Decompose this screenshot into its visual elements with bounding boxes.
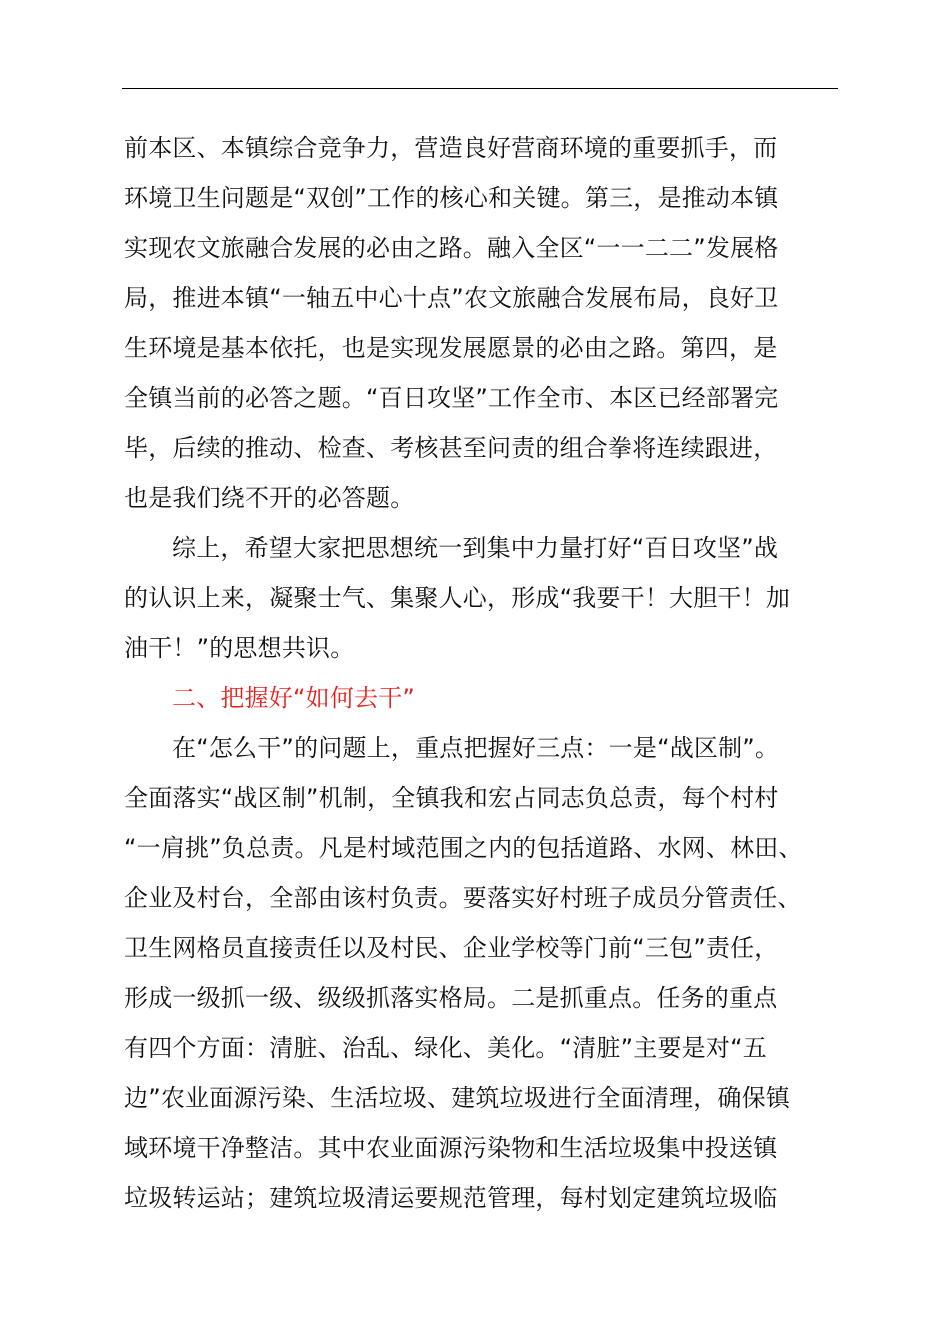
text-line: 环境卫生问题是“双创”工作的核心和关键。第三，是推动本镇 bbox=[124, 184, 779, 212]
text-line: 垃圾转运站；建筑垃圾清运要规范管理，每村划定建筑垃圾临 bbox=[124, 1184, 778, 1212]
text-line: 有四个方面：清脏、治乱、绿化、美化。“清脏”主要是对“五 bbox=[124, 1034, 767, 1062]
text-line: 形成一级抓一级、级级抓落实格局。二是抓重点。任务的重点 bbox=[124, 984, 778, 1012]
text-line: 前本区、本镇综合竞争力，营造良好营商环境的重要抓手，而 bbox=[124, 134, 778, 162]
text-line: 毕，后续的推动、检查、考核甚至问责的组合拳将连续跟进， bbox=[124, 434, 778, 462]
header-rule bbox=[122, 88, 838, 89]
text-line: 企业及村台，全部由该村负责。要落实好村班子成员分管责任、 bbox=[124, 884, 802, 912]
paragraph-start-line: 在“怎么干”的问题上，重点把握好三点：一是“战区制”。 bbox=[172, 734, 780, 762]
text-line: 域环境干净整洁。其中农业面源污染物和生活垃圾集中投送镇 bbox=[124, 1134, 778, 1162]
text-line: 的认识上来，凝聚士气、集聚人心，形成“我要干！大胆干！加 bbox=[124, 584, 791, 612]
section-heading: 二、把握好“如何去干” bbox=[172, 684, 416, 712]
text-line: 边”农业面源污染、生活垃圾、建筑垃圾进行全面清理，确保镇 bbox=[124, 1084, 791, 1112]
text-line: 全镇当前的必答之题。“百日攻坚”工作全市、本区已经部署完 bbox=[124, 384, 779, 412]
text-line: 卫生网格员直接责任以及村民、企业学校等门前“三包”责任， bbox=[124, 934, 779, 962]
text-line: “一肩挑”负总责。凡是村域范围之内的包括道路、水网、林田、 bbox=[124, 834, 803, 862]
text-line: 全面落实“战区制”机制，全镇我和宏占同志负总责，每个村村 bbox=[124, 784, 779, 812]
text-line: 生环境是基本依托，也是实现发展愿景的必由之路。第四，是 bbox=[124, 334, 778, 362]
text-line: 油干！”的思想共识。 bbox=[124, 634, 355, 662]
text-line: 也是我们绕不开的必答题。 bbox=[124, 484, 415, 512]
text-line: 实现农文旅融合发展的必由之路。融入全区“一一二二”发展格 bbox=[124, 234, 779, 262]
text-line: 局，推进本镇“一轴五中心十点”农文旅融合发展布局，良好卫 bbox=[124, 284, 779, 312]
paragraph-start-line: 综上，希望大家把思想统一到集中力量打好“百日攻坚”战 bbox=[172, 534, 779, 562]
